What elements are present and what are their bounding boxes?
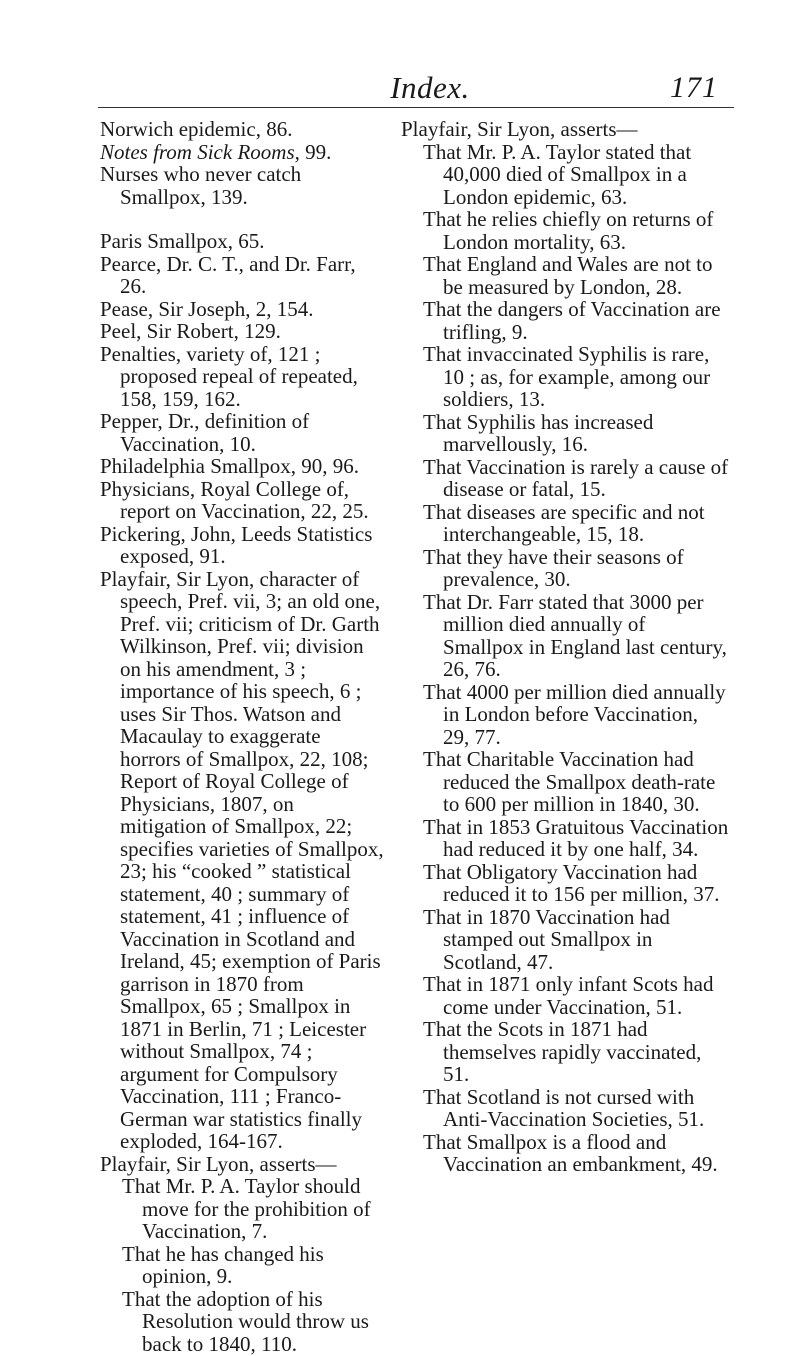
right-column — [401, 118, 729, 1176]
index-entry: Paris Smallpox, 65. — [100, 229, 265, 253]
index-subentry: That Vaccination is rarely a cause of disease or fatal, 15. — [423, 454, 729, 501]
index-subentry: That Obligatory Vaccination had reduced it to 156 per million, 37. — [423, 859, 720, 906]
index-subentry: That Charitable Vaccination had reduced the Smallpox death-rate to 600 per million in 1840, 30. — [423, 747, 716, 816]
index-subentry: That they have their seasons of prevalence, 30. — [423, 544, 684, 591]
index-entry: Pepper, Dr., definition of Vaccination, 10. — [100, 409, 310, 456]
page-title: Index. — [390, 70, 470, 105]
index-entry: Peel, Sir Robert, 129. — [100, 319, 281, 343]
index-subentry: That diseases are specific and not interchangeable, 15, 18. — [423, 499, 705, 546]
index-entry: Pickering, John, Leeds Statistics exposed, 91. — [100, 521, 373, 568]
index-subentry: That the dangers of Vaccination are trifling, 9. — [423, 297, 721, 344]
index-subentry: That England and Wales are not to be measured by London, 28. — [423, 252, 713, 299]
index-subentry: That Mr. P. A. Taylor stated that 40,000 died of Smallpox in a London epidemic, 63. — [423, 139, 692, 209]
index-subentry: That Smallpox is a flood and Vaccination an embankment, 49. — [423, 1129, 718, 1176]
index-subentry: That in 1853 Gratuitous Vaccination had reduced it by one half, 34. — [423, 814, 729, 861]
index-subentry: That Scotland is not cursed with Anti-Vaccination Societies, 51. — [423, 1084, 705, 1131]
index-entry: Playfair, Sir Lyon, asserts— — [401, 117, 638, 141]
index-entry: Playfair, Sir Lyon, asserts— — [100, 1151, 337, 1176]
index-subentry: That he relies chiefly on returns of London mortality, 63. — [423, 207, 714, 254]
index-entry: Pearce, Dr. C. T., and Dr. Farr, 26. — [100, 251, 356, 298]
index-entry: Pease, Sir Joseph, 2, 154. — [100, 296, 314, 321]
header-rule — [98, 107, 734, 108]
index-entry: Nurses who never catch Smallpox, 139. — [100, 162, 302, 209]
index-entry: Physicians, Royal College of, report on Vaccination, 22, 25. — [100, 476, 369, 523]
index-subentry: That he has changed his opinion, 9. — [122, 1241, 324, 1288]
index-subentry: That the adoption of his Resolution would throw us back to 1840, 110. — [122, 1286, 369, 1356]
index-subentry: That in 1870 Vaccination had stamped out Smallpox in Scotland, 47. — [423, 904, 670, 974]
index-subentry: That the Scots in 1871 had themselves rapidly vaccinated, 51. — [423, 1017, 702, 1086]
book-title: Notes from Sick Rooms — [100, 139, 295, 164]
index-subentry: That in 1871 only infant Scots had come under Vaccination, 51. — [423, 972, 714, 1019]
page-number: 171 — [670, 71, 718, 104]
left-column — [100, 118, 385, 1355]
running-header — [0, 70, 800, 106]
index-subentry: That invaccinated Syphilis is rare, 10 ; as, for example, among our soldiers, 13. — [423, 342, 711, 411]
index-entry: Notes from Sick Rooms, 99. — [100, 139, 332, 164]
index-subentry: That 4000 per million died annually in London before Vaccination, 29, 77. — [423, 679, 726, 749]
index-entry: Penalties, variety of, 121 ; proposed repeal of repeated, 158, 159, 162. — [100, 341, 358, 411]
index-entry: Philadelphia Smallpox, 90, 96. — [100, 454, 359, 478]
index-entry: Playfair, Sir Lyon, character of speech, Pref. vii, 3; an old one, Pref. vii; criticism of Dr. Garth Wilkinson, Pref. vii; division on his amendment, 3 ; importance of his speech, 6 ; uses Sir Thos. Watson and Macaulay to exaggerate horrors of Smallpox, 22, 108; Report of Royal College of Physicians, 1807, on mitigation of Smallpox, 22; specifies varieties of Smallpox, 23; his “cooked ” statistical statement, 40 ; summary of statement, 41 ; influence of Vaccination in Scotland and Ireland, 45; exemption of Paris garrison in 1870 from Smallpox, 65 ; Smallpox in 1871 in Berlin, 71 ; Leicester without Smallpox, 74 ; argument for Compulsory Vaccination, 111 ; Franco-German war statistics finally exploded, 164-167. — [100, 566, 384, 1153]
index-entry: Norwich epidemic, 86. — [100, 117, 293, 141]
index-subentry: That Syphilis has increased marvellously, 16. — [423, 409, 654, 456]
index-subentry: That Dr. Farr stated that 3000 per million died annually of Smallpox in England last century, 26, 76. — [423, 589, 727, 681]
index-subentry: That Mr. P. A. Taylor should move for the prohibition of Vaccination, 7. — [122, 1174, 371, 1243]
